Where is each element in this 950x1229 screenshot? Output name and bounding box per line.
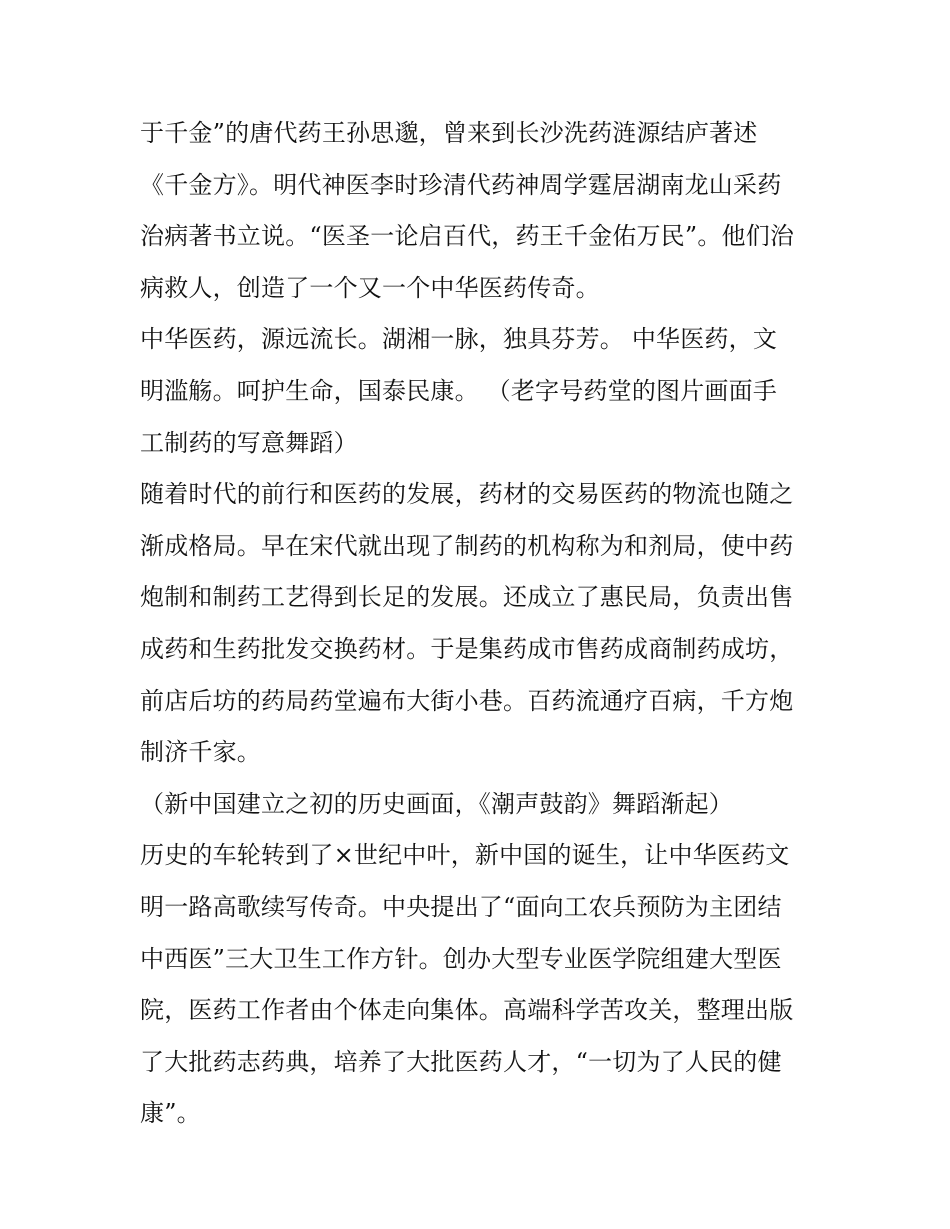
text-line: 明一路高歌续写传奇。中央提出了“面向工农兵预防为主团结 xyxy=(140,892,782,921)
document-body xyxy=(140,108,820,1140)
text-line: 于千金”的唐代药王孙思邈，曾来到长沙洗药涟源结庐著述 xyxy=(140,119,758,147)
text-line: 中华医药，源远流长。湖湘一脉，独具芬芳。 中华医药，文 xyxy=(140,325,778,354)
text-line: 《千金方》。明代神医李时珍清代药神周学霆居湖南龙山采药 xyxy=(140,170,782,199)
text-line: 中西医”三大卫生工作方针。创办大型专业医学院组建大型医 xyxy=(140,944,782,973)
text-line: 治病著书立说。“医圣一论启百代，药王千金佑万民”。他们治 xyxy=(140,222,795,251)
text-line: 了大批药志药典，培养了大批医药人才，“一切为了人民的健 xyxy=(140,1047,782,1076)
text-line: 渐成格局。早在宋代就出现了制药的机构称为和剂局，使中药 xyxy=(140,531,794,560)
text-line: 成药和生药批发交换药材。于是集药成市售药成商制药成坊， xyxy=(140,634,794,663)
text-line: （新中国建立之初的历史画面，《潮声鼓韵》舞蹈渐起） xyxy=(140,789,733,818)
text-line: 工制药的写意舞蹈） xyxy=(140,428,358,457)
text-line: 明滥觞。呵护生命，国泰民康。 （老字号药堂的图片画面手 xyxy=(140,376,778,405)
text-line: 病救人，创造了一个又一个中华医药传奇。 xyxy=(140,273,600,302)
text-line: 前店后坊的药局药堂遍布大街小巷。百药流通疗百病，千方炮 xyxy=(140,686,794,715)
text-line: 炮制和制药工艺得到长足的发展。还成立了惠民局，负责出售 xyxy=(140,583,794,612)
text-line: 院，医药工作者由个体走向集体。高端科学苦攻关，整理出版 xyxy=(140,996,794,1025)
text-line: 制济千家。 xyxy=(140,738,261,767)
text-line: 历史的车轮转到了×世纪中叶，新中国的诞生，让中华医药文 xyxy=(140,841,790,870)
text-line: 康”。 xyxy=(140,1099,201,1128)
text-line: 随着时代的前行和医药的发展，药材的交易医药的物流也随之 xyxy=(140,480,794,509)
